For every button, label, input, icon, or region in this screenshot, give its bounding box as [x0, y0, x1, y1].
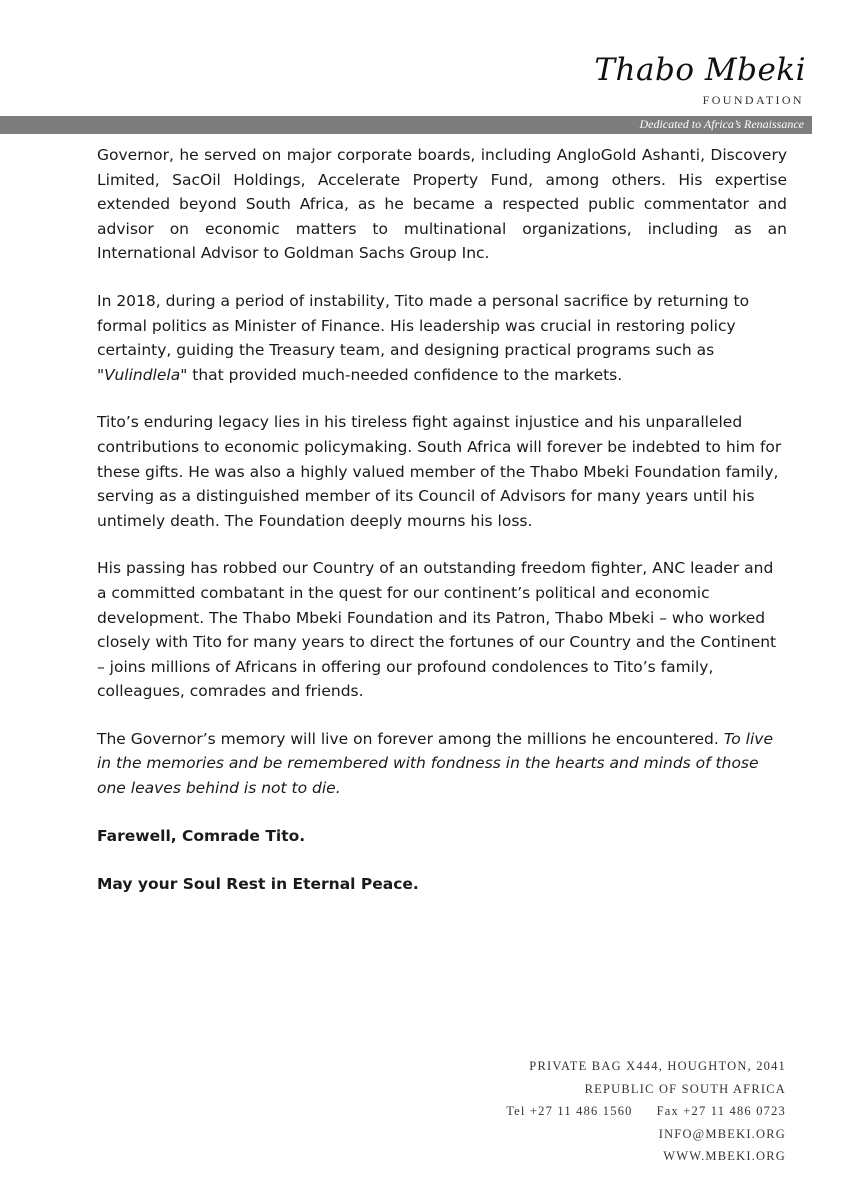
paragraph-text: The Governor’s memory will live on forever among the millions he encountered.	[97, 729, 719, 748]
paragraph-text: In 2018, during a period of instability, Tito made a personal sacrifice by returning to formal politics as Minister of Finance. His leadership was crucial in restoring policy certainty, guiding the Treasury team, and designing practical programs such as	[97, 291, 750, 360]
footer-address-block	[506, 1055, 786, 1168]
paragraph-memory	[97, 727, 787, 801]
paragraph-legacy: Tito’s enduring legacy lies in his tireless fight against injustice and his unparalleled contributions to economic policymaking. South Africa will forever be indebted to him for these gifts. He was also a highly valued member of the Thabo Mbeki Foundation family, serving as a distinguished member of its Council of Advisors for many years until his untimely death. The Foundation deeply mourns his loss.	[97, 413, 782, 530]
tagline-text: Dedicated to Africa’s Renaissance	[639, 117, 804, 131]
memory-quote: To live in the memories and be remembered with fondness in the hearts and minds of those one leaves behind is not to die.	[97, 729, 774, 798]
letter-body	[97, 143, 787, 921]
farewell-line: Farewell, Comrade Tito.	[97, 826, 306, 845]
paragraph-corporate-boards: Governor, he served on major corporate boards, including AngloGold Ashanti, Discovery Limited, SacOil Holdings, Accelerate Property Fund, among others. His expertise extended beyond South Africa, as he became a respected public commentator and advisor on economic matters to multinational organizations, including as an International Advisor to Goldman Sachs Group Inc.	[97, 146, 787, 263]
paragraph-condolences: His passing has robbed our Country of an outstanding freedom fighter, ANC leader and a committed combatant in the quest for our continent’s political and economic development. The Thabo Mbeki Foundation and its Patron, Thabo Mbeki – who worked closely with Tito for many years to direct the fortunes of our Country and the Continent – joins millions of Africans in offering our profound condolences to Tito’s family, colleagues, comrades and friends.	[97, 559, 777, 701]
email[interactable]: INFO@MBEKI.ORG	[658, 1126, 786, 1141]
fax: Fax +27 11 486 0723	[656, 1104, 786, 1118]
phone-fax-line	[506, 1100, 786, 1123]
telephone: Tel +27 11 486 1560	[506, 1104, 633, 1118]
foundation-logo-wordmark: FOUNDATION	[702, 93, 804, 107]
foundation-logo-signature: Thabo Mbeki	[594, 52, 806, 88]
address-line-1: PRIVATE BAG X444, HOUGHTON, 2041	[529, 1059, 786, 1073]
website[interactable]: WWW.MBEKI.ORG	[663, 1149, 786, 1163]
tagline-bar	[0, 116, 812, 134]
closing-line: May your Soul Rest in Eternal Peace.	[97, 875, 419, 894]
paragraph-text: that provided much-needed confidence to the markets.	[187, 365, 623, 384]
vulindlela-emphasis: "Vulindlela"	[97, 365, 188, 384]
paragraph-minister-of-finance	[97, 289, 787, 387]
address-line-2: REPUBLIC OF SOUTH AFRICA	[584, 1081, 786, 1096]
